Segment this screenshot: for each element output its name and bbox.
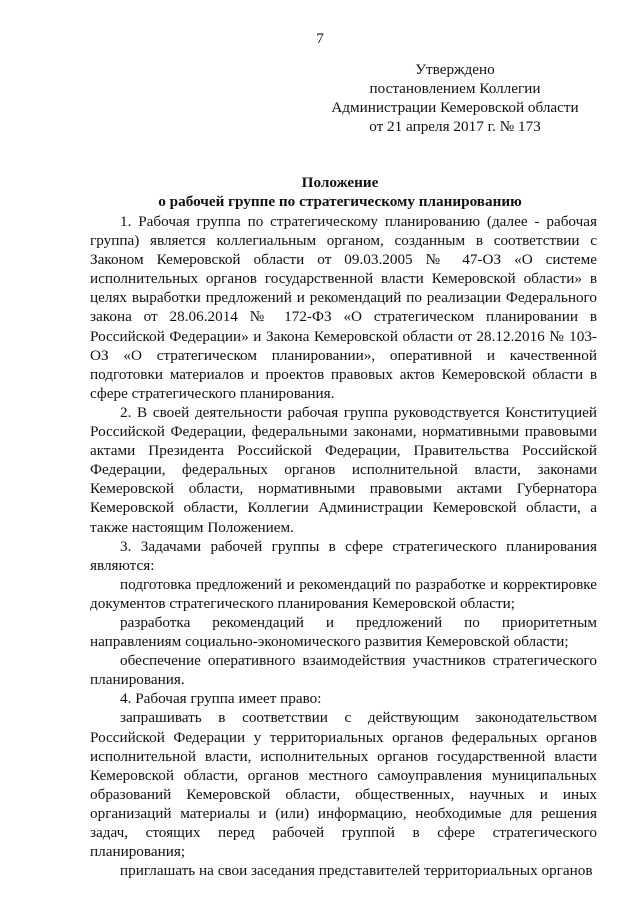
title-line: Положение bbox=[301, 174, 379, 191]
paragraph: 2. В своей деятельности рабочая группа руководствуется Конституцией Российской Федерации, федеральными законами, нормативными правовыми актами Президента Российской Федерации, Правительства Российской Федерации, федеральных органов исполнительной власти, законами Кемеровской области, нормативными правовыми актами Губернатора Кемеровской области, Коллегии Администрации Кемеровской области, а также настоящим Положением. bbox=[90, 403, 597, 536]
paragraph: 1. Рабочая группа по стратегическому планированию (далее - рабочая группа) является коллегиальным органом, созданным в соответствии с Законом Кемеровской области от 09.03.2005 № 47-ОЗ «О системе исполнительных органов государственной власти Кемеровской области» в целях выработки предложений и рекомендаций по реализации Федерального закона от 28.06.2014 № 172-ФЗ «О стратегическом планировании в Российской Федерации» и Закона Кемеровской области от 28.12.2016 № 103-ОЗ «О стратегическом планировании», оперативной и качественной подготовки материалов и проектов правовых актов Кемеровской области в сфере стратегического планирования. bbox=[90, 213, 597, 402]
approval-line: Утверждено bbox=[415, 61, 495, 78]
paragraph: запрашивать в соответствии с действующим законодательством Российской Федерации у территориальных органов федеральных органов исполнительной власти, исполнительных органов государственной власти Кемеровской области, органов местного самоуправления муниципальных образований Кемеровской области, общественных, научных и иных организаций материалы и (или) информацию, необходимые для решения задач, стоящих перед рабочей группой в сфере стратегического планирования; bbox=[90, 709, 597, 861]
paragraph: разработка рекомендаций и предложений по приоритетным направлениям социально-экономического развития Кемеровской области; bbox=[90, 613, 597, 651]
approval-line: Администрации Кемеровской области bbox=[331, 99, 579, 116]
approval-line: от 21 апреля 2017 г. № 173 bbox=[369, 118, 541, 135]
document-title bbox=[90, 173, 590, 211]
paragraph: приглашать на свои заседания представителей территориальных органов bbox=[120, 862, 593, 880]
page-number: 7 bbox=[316, 30, 324, 47]
paragraph: 3. Задачами рабочей группы в сфере стратегического планирования являются: bbox=[90, 537, 597, 574]
paragraph: подготовка предложений и рекомендаций по разработке и корректировке документов стратегического планирования Кемеровской области; bbox=[90, 575, 597, 612]
paragraph: 4. Рабочая группа имеет право: bbox=[120, 690, 322, 708]
title-line: о рабочей группе по стратегическому планированию bbox=[158, 193, 522, 210]
paragraph: обеспечение оперативного взаимодействия участников стратегического планирования. bbox=[90, 652, 597, 689]
approval-line: постановлением Коллегии bbox=[369, 80, 541, 97]
document-body bbox=[90, 212, 597, 880]
approval-stamp bbox=[320, 60, 590, 136]
